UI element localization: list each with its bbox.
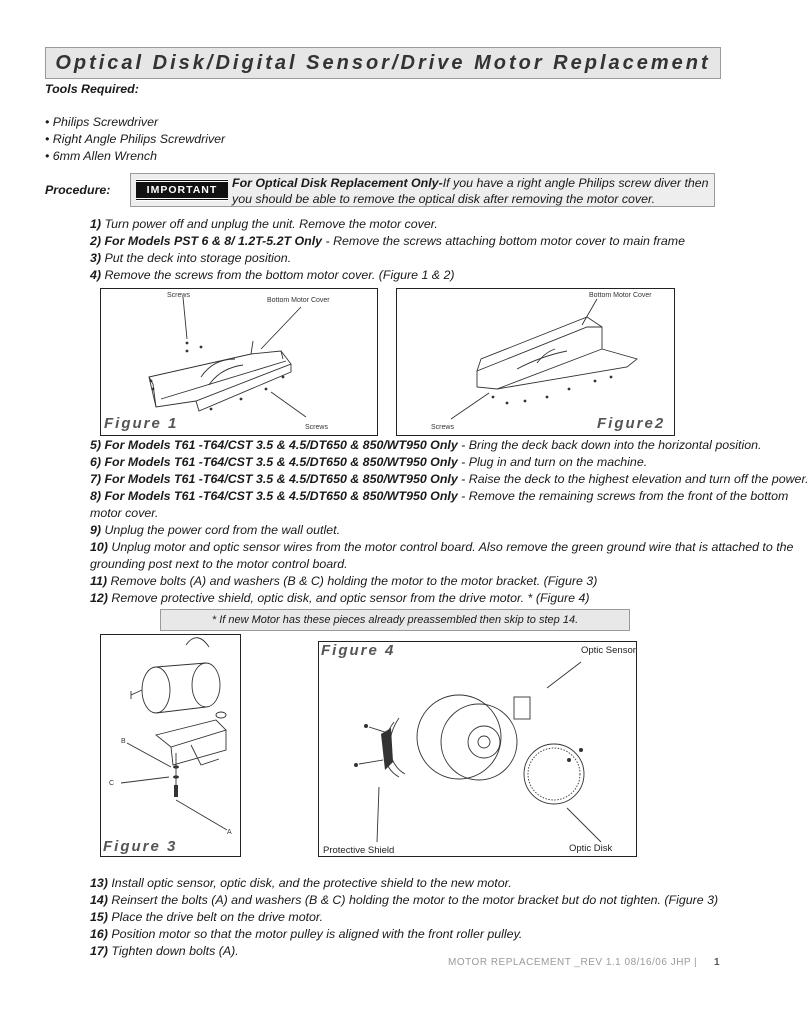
step-8-continued: motor cover. (90, 506, 159, 520)
step-15: 15) Place the drive belt on the drive motor. (90, 910, 324, 924)
figure-2-label-cover: Bottom Motor Cover (589, 292, 652, 299)
figure-1 (100, 288, 378, 436)
step-3: 3) Put the deck into storage position. (90, 251, 292, 265)
title-bar (45, 47, 721, 79)
step-8: 8) For Models T61 -T64/CST 3.5 & 4.5/DT650 & 850/WT950 Only - Remove the remaining screws from the front of the bottom (90, 489, 789, 503)
tool-item: • 6mm Allen Wrench (45, 149, 157, 163)
motor-bracket-drawing (101, 635, 239, 855)
step-17: 17) Tighten down bolts (A). (90, 944, 239, 958)
figure-1-label-screws-top: Screws (167, 292, 190, 299)
procedure-heading: Procedure: (45, 183, 111, 197)
step-10-continued: grounding post next to the motor control board. (90, 557, 348, 571)
figure-4-label-disk: Optic Disk (569, 843, 613, 854)
figure-3 (100, 634, 241, 857)
tool-item: • Right Angle Philips Screwdriver (45, 132, 226, 146)
step-9: 9) Unplug the power cord from the wall outlet. (90, 523, 341, 537)
tool-item: • Philips Screwdriver (45, 115, 159, 129)
figure-3-label-a: A (227, 829, 232, 836)
preassembled-note-box (160, 609, 630, 631)
step-14: 14) Reinsert the bolts (A) and washers (B & C) holding the motor to the motor bracket but do not tighten. (Figure 3) (90, 893, 719, 907)
important-note-bold: For Optical Disk Replacement Only- (232, 176, 443, 190)
step-10: 10) Unplug motor and optic sensor wires from the motor control board. Also remove the green ground wire that is attached to the (90, 540, 794, 554)
motor-disk-sensor-drawing (319, 642, 635, 855)
important-note-text: If you have a right angle Philips screw diver then you should be able to remove the optical disk after removing the motor cover. (232, 176, 709, 206)
footer-separator: | (694, 957, 698, 968)
figure-3-label-c: C (109, 780, 115, 787)
motor-cover-drawing-2 (397, 289, 673, 434)
figure-3-label-b: B (121, 738, 126, 745)
step-13: 13) Install optic sensor, optic disk, and the protective shield to the new motor. (90, 876, 512, 890)
step-4: 4) Remove the screws from the bottom motor cover. (Figure 1 & 2) (90, 268, 455, 282)
step-11: 11) Remove bolts (A) and washers (B & C) holding the motor to the motor bracket. (Figure 3) (90, 574, 598, 588)
motor-cover-drawing-1 (101, 289, 376, 434)
important-note-box (130, 173, 715, 207)
step-2: 2) For Models PST 6 & 8/ 1.2T-5.2T Only - Remove the screws attaching bottom motor cover to main frame (90, 234, 685, 248)
figure-1-caption: Figure 1 (104, 415, 179, 432)
figure-4-label-shield: Protective Shield (323, 845, 395, 856)
figure-2-label-screws: Screws (431, 424, 454, 431)
page-title: Optical Disk/Digital Sensor/Drive Motor Replacement (55, 51, 711, 74)
figure-2 (396, 288, 675, 436)
page-number: 1 (714, 957, 721, 968)
figure-1-label-screws-bottom: Screws (305, 424, 328, 431)
step-12: 12) Remove protective shield, optic disk, and optic sensor from the drive motor. * (Figure 4) (90, 591, 590, 605)
step-1: 1) Turn power off and unplug the unit. Remove the motor cover. (90, 217, 438, 231)
step-5: 5) For Models T61 -T64/CST 3.5 & 4.5/DT650 & 850/WT950 Only - Bring the deck back down into the horizontal position. (90, 438, 762, 452)
figure-1-label-cover: Bottom Motor Cover (267, 297, 330, 304)
figure-2-caption: Figure2 (597, 415, 666, 432)
step-6: 6) For Models T61 -T64/CST 3.5 & 4.5/DT650 & 850/WT950 Only - Plug in and turn on the machine. (90, 455, 648, 469)
footer-doc-id: MOTOR REPLACEMENT _REV 1.1 08/16/06 JHP (448, 957, 692, 968)
figure-4-label-sensor: Optic Sensor (581, 645, 636, 656)
figure-3-caption: Figure 3 (103, 838, 178, 855)
step-7: 7) For Models T61 -T64/CST 3.5 & 4.5/DT650 & 850/WT950 Only - Raise the deck to the highest elevation and turn off the power. (90, 472, 809, 486)
figure-4 (318, 641, 637, 857)
figure-4-caption: Figure 4 (321, 642, 396, 659)
important-badge: IMPORTANT (136, 179, 228, 201)
step-16: 16) Position motor so that the motor pulley is aligned with the front roller pulley. (90, 927, 523, 941)
important-note (232, 175, 712, 207)
preassembled-note: * If new Motor has these pieces already preassembled then skip to step 14. (211, 614, 579, 626)
tools-heading: Tools Required: (45, 82, 139, 96)
